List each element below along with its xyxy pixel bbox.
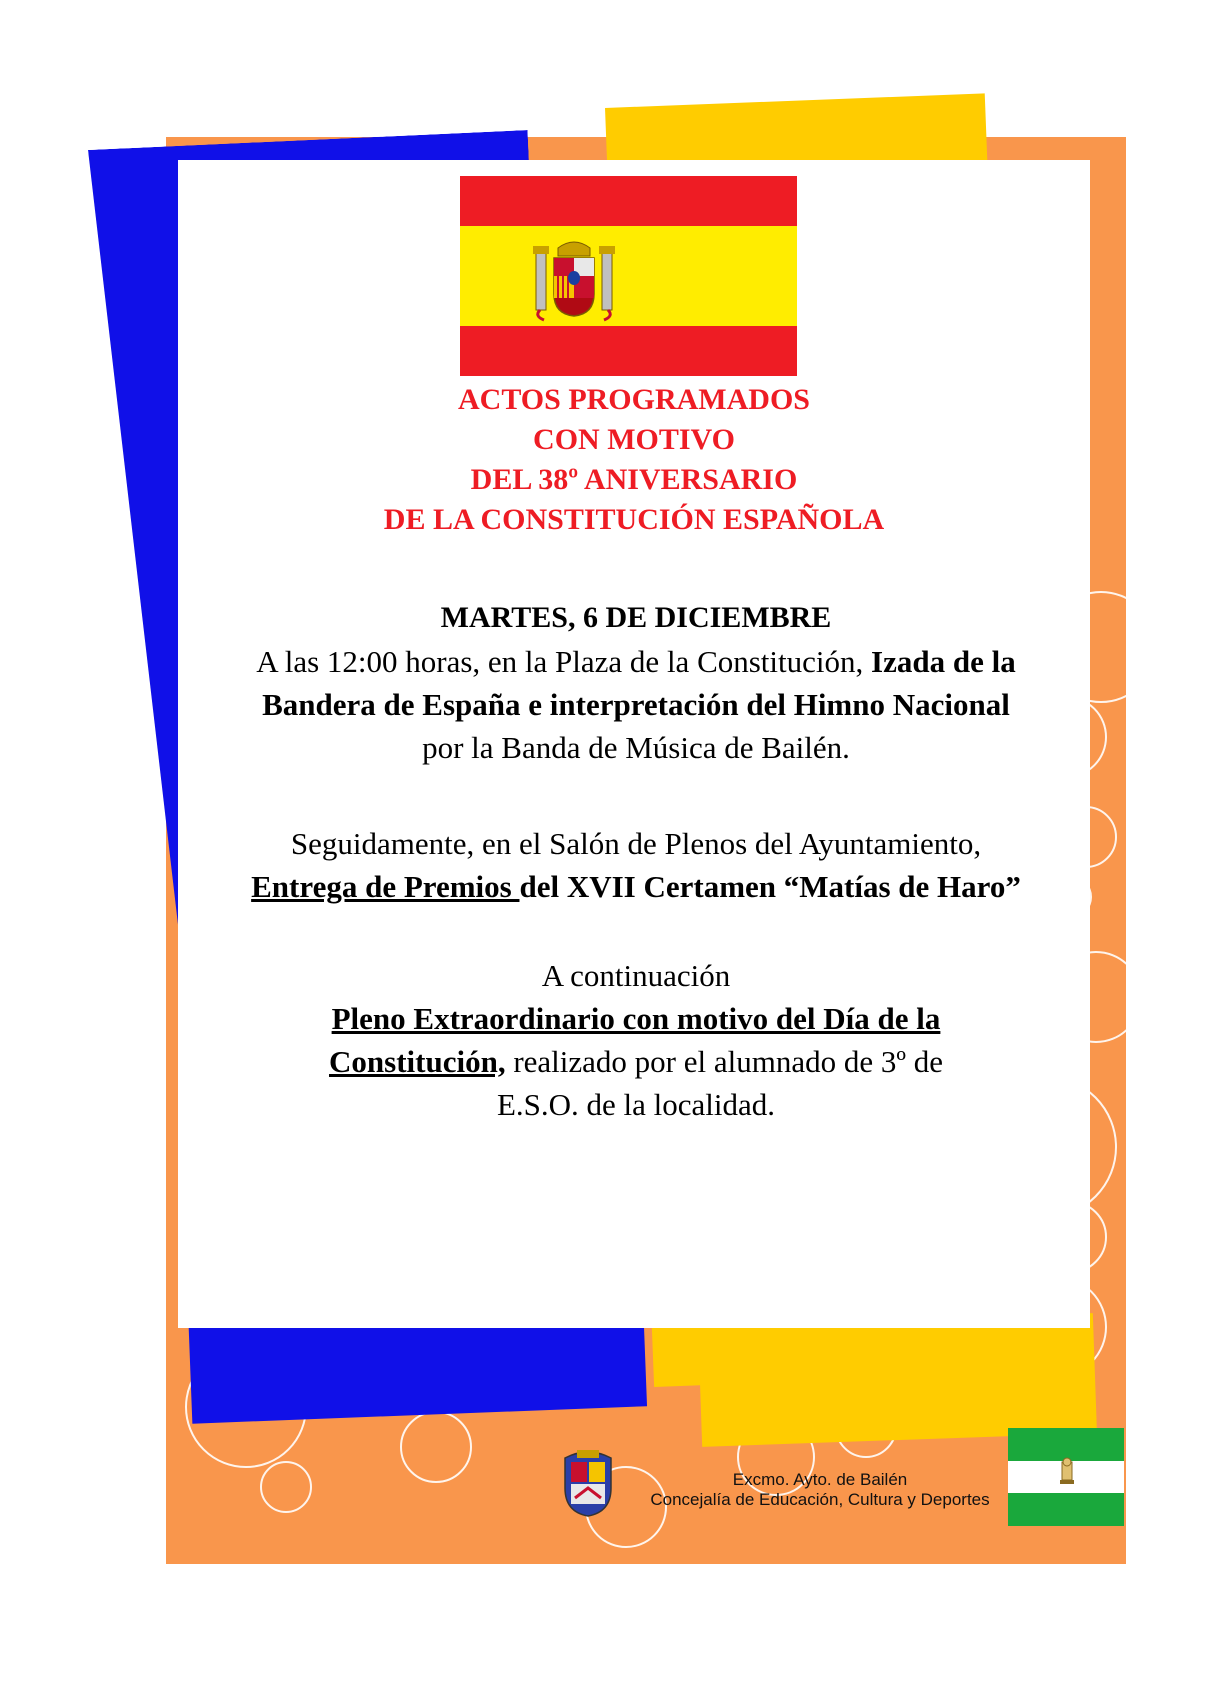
coat-of-arms-icon [555, 1448, 621, 1518]
p1-tail: por la Banda de Música de Bailén. [422, 730, 850, 765]
p2-intro: Seguidamente, en el Salón de Plenos del Ayuntamiento, [290, 826, 982, 861]
p3-intro: A continuación [541, 958, 731, 993]
paragraph-awards [150, 822, 1122, 908]
footer-line-1: Excmo. Ayto. de Bailén [732, 1470, 908, 1489]
headline-line-4: DE LA CONSTITUCIÓN ESPAÑOLA [383, 503, 885, 536]
p2-underlined: Entrega de Premios [251, 869, 520, 904]
yellow-paper-edge [698, 1313, 1097, 1447]
footer-credits [630, 1470, 1010, 1510]
coat-of-arms-icon [533, 242, 615, 320]
headline-line-1: ACTOS PROGRAMADOS [458, 383, 810, 416]
p3-bold-underlined: Pleno Extraordinario con motivo del Día de la Constitución, [329, 1001, 941, 1079]
p1-intro: A las 12:00 horas, en la Plaza de la Constitución, [256, 644, 872, 679]
footer-line-2: Concejalía de Educación, Cultura y Deportes [650, 1490, 990, 1509]
paragraph-plenary [150, 954, 1122, 1126]
p3-tail: realizado por el alumnado de 3º de E.S.O. de la localidad. [496, 1044, 943, 1122]
andalucia-flag-icon [1008, 1428, 1124, 1526]
event-date: MARTES, 6 DE DICIEMBRE [440, 601, 832, 634]
p2-bold: del XVII Certamen “Matías de Haro” [519, 869, 1021, 904]
p1-bold: Izada de la Bandera de España e interpretación del Himno Nacional [262, 644, 1016, 722]
headline-line-2: CON MOTIVO [533, 423, 735, 456]
paragraph-flag-raising [150, 640, 1122, 769]
event-headline [178, 380, 1090, 540]
spain-flag-icon [460, 176, 797, 376]
headline-line-3: DEL 38º ANIVERSARIO [470, 463, 798, 496]
